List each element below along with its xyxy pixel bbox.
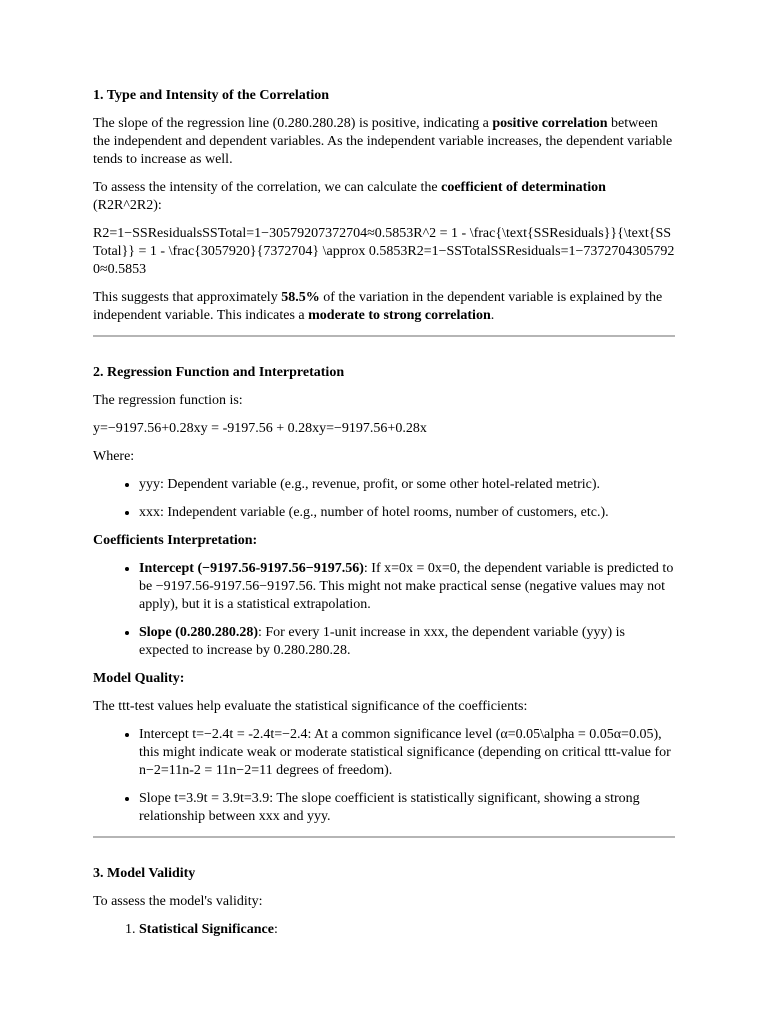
section-1-heading: 1. Type and Intensity of the Correlation xyxy=(93,88,330,103)
model-quality-title: Model Quality: xyxy=(93,671,185,686)
regression-intro: The regression function is: xyxy=(93,393,243,408)
list-item xyxy=(139,624,675,660)
text-run: : If x=0x = 0x=0, the dependent variable is predicted to be −9197.56-9197.56−9197.56. This might not make practical sense (negative values may not apply), but it is a statistical extrapolation. xyxy=(139,561,674,612)
model-quality-intro: The ttt-test values help evaluate the statistical significance of the coefficients: xyxy=(93,699,528,714)
list-item: • Slope t=3.9t = 3.9t=3.9: The slope coefficient is statistically significant, showing a strong relationship between xxx and yyy. xyxy=(139,790,675,826)
list-item: • xxx: Independent variable (e.g., number of hotel rooms, number of customers, etc.). xyxy=(139,504,675,522)
bold-term: Statistical Significance xyxy=(139,922,274,937)
bold-term: Intercept (−9197.56-9197.56−9197.56) xyxy=(139,561,364,576)
bold-term: Slope (0.280.280.28) xyxy=(139,625,258,640)
section-1-paragraph-3 xyxy=(93,289,675,325)
coefficients-list xyxy=(93,560,675,660)
regression-equation: y=−9197.56+0.28xy = -9197.56 + 0.28xy=−9197.56+0.28x xyxy=(93,421,427,436)
text-run: (R2R^2R2): xyxy=(93,198,162,213)
section-1-paragraph-2 xyxy=(93,179,675,215)
section-3-heading: 3. Model Validity xyxy=(93,866,196,881)
text-run: of the variation in the dependent variable is explained by the independent variable. This indicates a xyxy=(93,290,663,323)
r-squared-formula: R2=1−SSResidualsSSTotal=1−30579207372704≈0.5853R^2 = 1 - \frac{\text{SSResiduals}}{\text{SSTotal}} = 1 - \frac{3057920}{7372704} \approx 0.5853R2=1−SSTotalSSResiduals=1−73727043057920≈0.5853 xyxy=(93,226,675,277)
text-run: : For every 1-unit increase in xxx, the dependent variable (yyy) is expected to increase by 0.280.280.28. xyxy=(139,625,625,658)
section-2-heading: 2. Regression Function and Interpretation xyxy=(93,365,345,380)
text-run: between the independent and dependent variables. As the independent variable increases, the dependent variable tends to increase as well. xyxy=(93,116,673,167)
text-run: To assess the intensity of the correlation, we can calculate the xyxy=(93,180,442,195)
variable-list xyxy=(93,476,675,522)
text-run: This suggests that approximately xyxy=(93,290,282,305)
coefficients-title: Coefficients Interpretation: xyxy=(93,533,258,548)
list-item: • Intercept t=−2.4t = -2.4t=−2.4: At a common significance level (α=0.05\alpha = 0.05α=0.05), this might indicate weak or moderate statistical significance (depending on critical ttt-value for n−2=11n-2 = 11n−2=11 degrees of freedom). xyxy=(139,726,675,780)
bold-term: coefficient of determination xyxy=(441,180,606,195)
where-label: Where: xyxy=(93,449,135,464)
section-divider xyxy=(93,335,675,337)
bold-term: 58.5% xyxy=(281,290,320,305)
bold-term: positive correlation xyxy=(492,116,608,131)
bold-term: moderate to strong correlation xyxy=(308,308,491,323)
list-item xyxy=(139,921,675,939)
section-divider xyxy=(93,836,675,838)
text-run: : xyxy=(273,922,278,937)
t-test-list xyxy=(93,726,675,826)
text-run: . xyxy=(490,308,495,323)
validity-list xyxy=(93,921,675,939)
section-1-paragraph-1 xyxy=(93,115,675,169)
model-validity-intro: To assess the model's validity: xyxy=(93,894,263,909)
list-item: • yyy: Dependent variable (e.g., revenue, profit, or some other hotel-related metric). xyxy=(139,476,675,494)
list-item xyxy=(139,560,675,614)
text-run: The slope of the regression line (0.280.280.28) is positive, indicating a xyxy=(93,116,493,131)
